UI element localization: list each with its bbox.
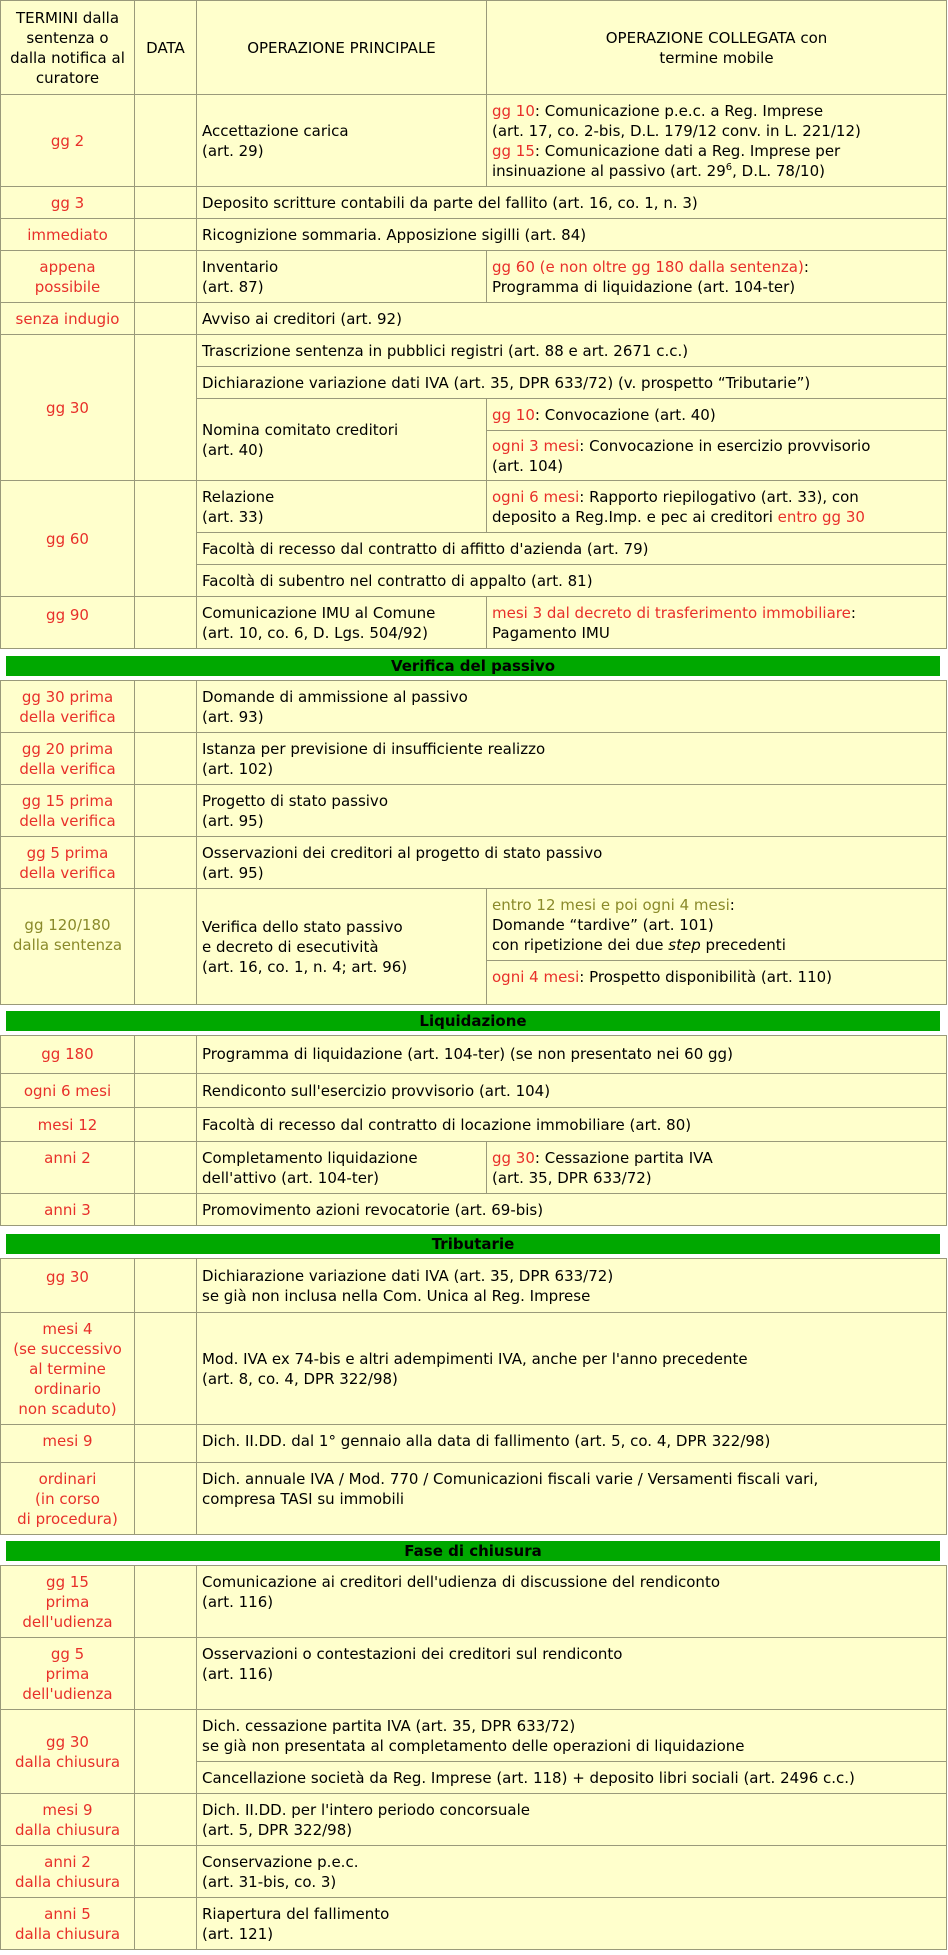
linked-op: gg 60 (e non oltre gg 180 dalla sentenza): Programma di liquidazione (art. 104-ter)	[487, 251, 947, 303]
table-row	[1, 1846, 947, 1898]
main-op: Promovimento azioni revocatorie (art. 69-bis)	[197, 1194, 947, 1226]
date-cell[interactable]	[135, 1036, 197, 1074]
date-cell[interactable]	[135, 1313, 197, 1425]
table-liquidazione	[0, 1035, 947, 1226]
term: ogni 6 mesi	[1, 1074, 135, 1108]
main-op: Accettazione carica (art. 29)	[197, 95, 487, 187]
main-op: Mod. IVA ex 74-bis e altri adempimenti IVA, anche per l'anno precedente (art. 8, co. 4, DPR 322/98)	[197, 1313, 947, 1425]
date-cell[interactable]	[135, 187, 197, 219]
table-row	[1, 681, 947, 733]
main-op: Completamento liquidazione dell'attivo (art. 104-ter)	[197, 1142, 487, 1194]
main-op: Avviso ai creditori (art. 92)	[197, 303, 947, 335]
table-row	[1, 1194, 947, 1226]
section-header-verifica: Verifica del passivo	[0, 652, 946, 680]
main-op: Rendiconto sull'esercizio provvisorio (art. 104)	[197, 1074, 947, 1108]
header-data: DATA	[135, 1, 197, 95]
term: gg 15 prima dell'udienza	[1, 1566, 135, 1638]
table-row	[1, 1142, 947, 1194]
date-cell[interactable]	[135, 597, 197, 649]
term: senza indugio	[1, 303, 135, 335]
main-op: Riapertura del fallimento (art. 121)	[197, 1898, 947, 1950]
main-op: Progetto di stato passivo (art. 95)	[197, 785, 947, 837]
date-cell[interactable]	[135, 1142, 197, 1194]
term: mesi 9 dalla chiusura	[1, 1794, 135, 1846]
main-op: Istanza per previsione di insufficiente realizzo (art. 102)	[197, 733, 947, 785]
main-op: Trascrizione sentenza in pubblici registri (art. 88 e art. 2671 c.c.)	[197, 335, 947, 367]
table-row	[1, 335, 947, 367]
table-tributarie	[0, 1258, 947, 1535]
date-cell[interactable]	[135, 1108, 197, 1142]
table-row	[1, 481, 947, 533]
term: anni 3	[1, 1194, 135, 1226]
table-row	[1, 1638, 947, 1710]
main-op: Dich. cessazione partita IVA (art. 35, DPR 633/72) se già non presentata al completamento delle operazioni di liquidazione	[197, 1710, 947, 1762]
section-header-liquidazione: Liquidazione	[0, 1007, 946, 1035]
section-header-chiusura: Fase di chiusura	[0, 1537, 946, 1565]
table-row	[1, 1259, 947, 1313]
term: ordinari (in corso di procedura)	[1, 1463, 135, 1535]
table-main	[0, 0, 947, 649]
term: gg 30	[1, 335, 135, 481]
table-row	[1, 1425, 947, 1463]
date-cell[interactable]	[135, 1794, 197, 1846]
date-cell[interactable]	[135, 1898, 197, 1950]
main-op: Dich. annuale IVA / Mod. 770 / Comunicazioni fiscali varie / Versamenti fiscali vari, compresa TASI su immobili	[197, 1463, 947, 1535]
term: gg 180	[1, 1036, 135, 1074]
section-header-tributarie: Tributarie	[0, 1230, 946, 1258]
date-cell[interactable]	[135, 1463, 197, 1535]
date-cell[interactable]	[135, 1846, 197, 1898]
term: anni 2 dalla chiusura	[1, 1846, 135, 1898]
term: mesi 4 (se successivo al termine ordinario non scaduto)	[1, 1313, 135, 1425]
main-op: Domande di ammissione al passivo (art. 93)	[197, 681, 947, 733]
header-operazione-collegata: OPERAZIONE COLLEGATA con termine mobile	[487, 1, 947, 95]
date-cell[interactable]	[135, 1566, 197, 1638]
date-cell[interactable]	[135, 219, 197, 251]
date-cell[interactable]	[135, 1425, 197, 1463]
table-row	[1, 1710, 947, 1762]
main-op: Dich. II.DD. dal 1° gennaio alla data di fallimento (art. 5, co. 4, DPR 322/98)	[197, 1425, 947, 1463]
table-header	[1, 1, 947, 95]
table-row	[1, 219, 947, 251]
main-op: Deposito scritture contabili da parte del fallito (art. 16, co. 1, n. 3)	[197, 187, 947, 219]
term: gg 20 prima della verifica	[1, 733, 135, 785]
table-row	[1, 1566, 947, 1638]
main-op: Dichiarazione variazione dati IVA (art. 35, DPR 633/72) (v. prospetto “Tributarie”)	[197, 367, 947, 399]
term: gg 30 dalla chiusura	[1, 1710, 135, 1794]
main-op: Relazione (art. 33)	[197, 481, 487, 533]
main-op: Dich. II.DD. per l'intero periodo concorsuale (art. 5, DPR 322/98)	[197, 1794, 947, 1846]
table-row	[1, 1108, 947, 1142]
table-row	[1, 1074, 947, 1108]
main-op: Dichiarazione variazione dati IVA (art. 35, DPR 633/72) se già non inclusa nella Com. Unica al Reg. Imprese	[197, 1259, 947, 1313]
table-row	[1, 837, 947, 889]
linked-op: entro 12 mesi e poi ogni 4 mesi: Domande “tardive” (art. 101) con ripetizione dei due step precedenti	[487, 889, 947, 961]
date-cell[interactable]	[135, 481, 197, 597]
date-cell[interactable]	[135, 1638, 197, 1710]
term: gg 30	[1, 1259, 135, 1313]
date-cell[interactable]	[135, 889, 197, 1005]
linked-op: ogni 3 mesi: Convocazione in esercizio provvisorio (art. 104)	[487, 431, 947, 481]
term: anni 5 dalla chiusura	[1, 1898, 135, 1950]
table-row	[1, 889, 947, 961]
table-row	[1, 1794, 947, 1846]
linked-op: gg 30: Cessazione partita IVA (art. 35, DPR 633/72)	[487, 1142, 947, 1194]
table-row	[1, 597, 947, 649]
main-op: Cancellazione società da Reg. Imprese (art. 118) + deposito libri sociali (art. 2496 c.c.)	[197, 1762, 947, 1794]
main-op: Conservazione p.e.c. (art. 31-bis, co. 3)	[197, 1846, 947, 1898]
term: gg 15 prima della verifica	[1, 785, 135, 837]
term: gg 90	[1, 597, 135, 649]
term: gg 5 prima della verifica	[1, 837, 135, 889]
header-termini: TERMINI dalla sentenza o dalla notifica al curatore	[1, 1, 135, 95]
table-row	[1, 785, 947, 837]
table-row	[1, 251, 947, 303]
main-op: Comunicazione IMU al Comune (art. 10, co. 6, D. Lgs. 504/92)	[197, 597, 487, 649]
term: gg 120/180 dalla sentenza	[1, 889, 135, 1005]
main-op: Facoltà di subentro nel contratto di appalto (art. 81)	[197, 565, 947, 597]
main-op: Osservazioni o contestazioni dei creditori sul rendiconto (art. 116)	[197, 1638, 947, 1710]
term: mesi 12	[1, 1108, 135, 1142]
table-row	[1, 1036, 947, 1074]
table-row	[1, 1898, 947, 1950]
table-row	[1, 1463, 947, 1535]
date-cell[interactable]	[135, 837, 197, 889]
table-row	[1, 733, 947, 785]
table-row	[1, 187, 947, 219]
linked-op: ogni 4 mesi: Prospetto disponibilità (art. 110)	[487, 961, 947, 1005]
table-row	[1, 1313, 947, 1425]
main-op: Nomina comitato creditori (art. 40)	[197, 399, 487, 481]
main-op: Inventario (art. 87)	[197, 251, 487, 303]
date-cell[interactable]	[135, 1074, 197, 1108]
term: immediato	[1, 219, 135, 251]
term: gg 3	[1, 187, 135, 219]
date-cell[interactable]	[135, 733, 197, 785]
term: gg 30 prima della verifica	[1, 681, 135, 733]
date-cell[interactable]	[135, 251, 197, 303]
date-cell[interactable]	[135, 95, 197, 187]
header-operazione-principale: OPERAZIONE PRINCIPALE	[197, 1, 487, 95]
date-cell[interactable]	[135, 303, 197, 335]
term: gg 2	[1, 95, 135, 187]
date-cell[interactable]	[135, 335, 197, 481]
main-op: Programma di liquidazione (art. 104-ter) (se non presentato nei 60 gg)	[197, 1036, 947, 1074]
main-op: Ricognizione sommaria. Apposizione sigilli (art. 84)	[197, 219, 947, 251]
date-cell[interactable]	[135, 785, 197, 837]
linked-op: gg 10: Convocazione (art. 40)	[487, 399, 947, 431]
linked-op: mesi 3 dal decreto di trasferimento immobiliare: Pagamento IMU	[487, 597, 947, 649]
term: gg 60	[1, 481, 135, 597]
table-row	[1, 95, 947, 187]
main-op: Facoltà di recesso dal contratto di affitto d'azienda (art. 79)	[197, 533, 947, 565]
date-cell[interactable]	[135, 1194, 197, 1226]
table-verifica	[0, 680, 947, 1005]
main-op: Comunicazione ai creditori dell'udienza di discussione del rendiconto (art. 116)	[197, 1566, 947, 1638]
term: mesi 9	[1, 1425, 135, 1463]
date-cell[interactable]	[135, 1710, 197, 1794]
term: gg 5 prima dell'udienza	[1, 1638, 135, 1710]
table-row	[1, 303, 947, 335]
term: anni 2	[1, 1142, 135, 1194]
main-op: Osservazioni dei creditori al progetto di stato passivo (art. 95)	[197, 837, 947, 889]
date-cell[interactable]	[135, 1259, 197, 1313]
linked-op: ogni 6 mesi: Rapporto riepilogativo (art. 33), con deposito a Reg.Imp. e pec ai creditori entro gg 30	[487, 481, 947, 533]
main-op: Verifica dello stato passivo e decreto di esecutività (art. 16, co. 1, n. 4; art. 96)	[197, 889, 487, 1005]
date-cell[interactable]	[135, 681, 197, 733]
table-chiusura	[0, 1565, 947, 1950]
main-op: Facoltà di recesso dal contratto di locazione immobiliare (art. 80)	[197, 1108, 947, 1142]
linked-op: gg 10: Comunicazione p.e.c. a Reg. Imprese (art. 17, co. 2-bis, D.L. 179/12 conv. in L. 221/12) gg 15: Comunicazione dati a Reg. Imprese per insinuazione al passivo (art. $29^6$, D.L. 78/10)	[487, 95, 947, 187]
term: appena possibile	[1, 251, 135, 303]
